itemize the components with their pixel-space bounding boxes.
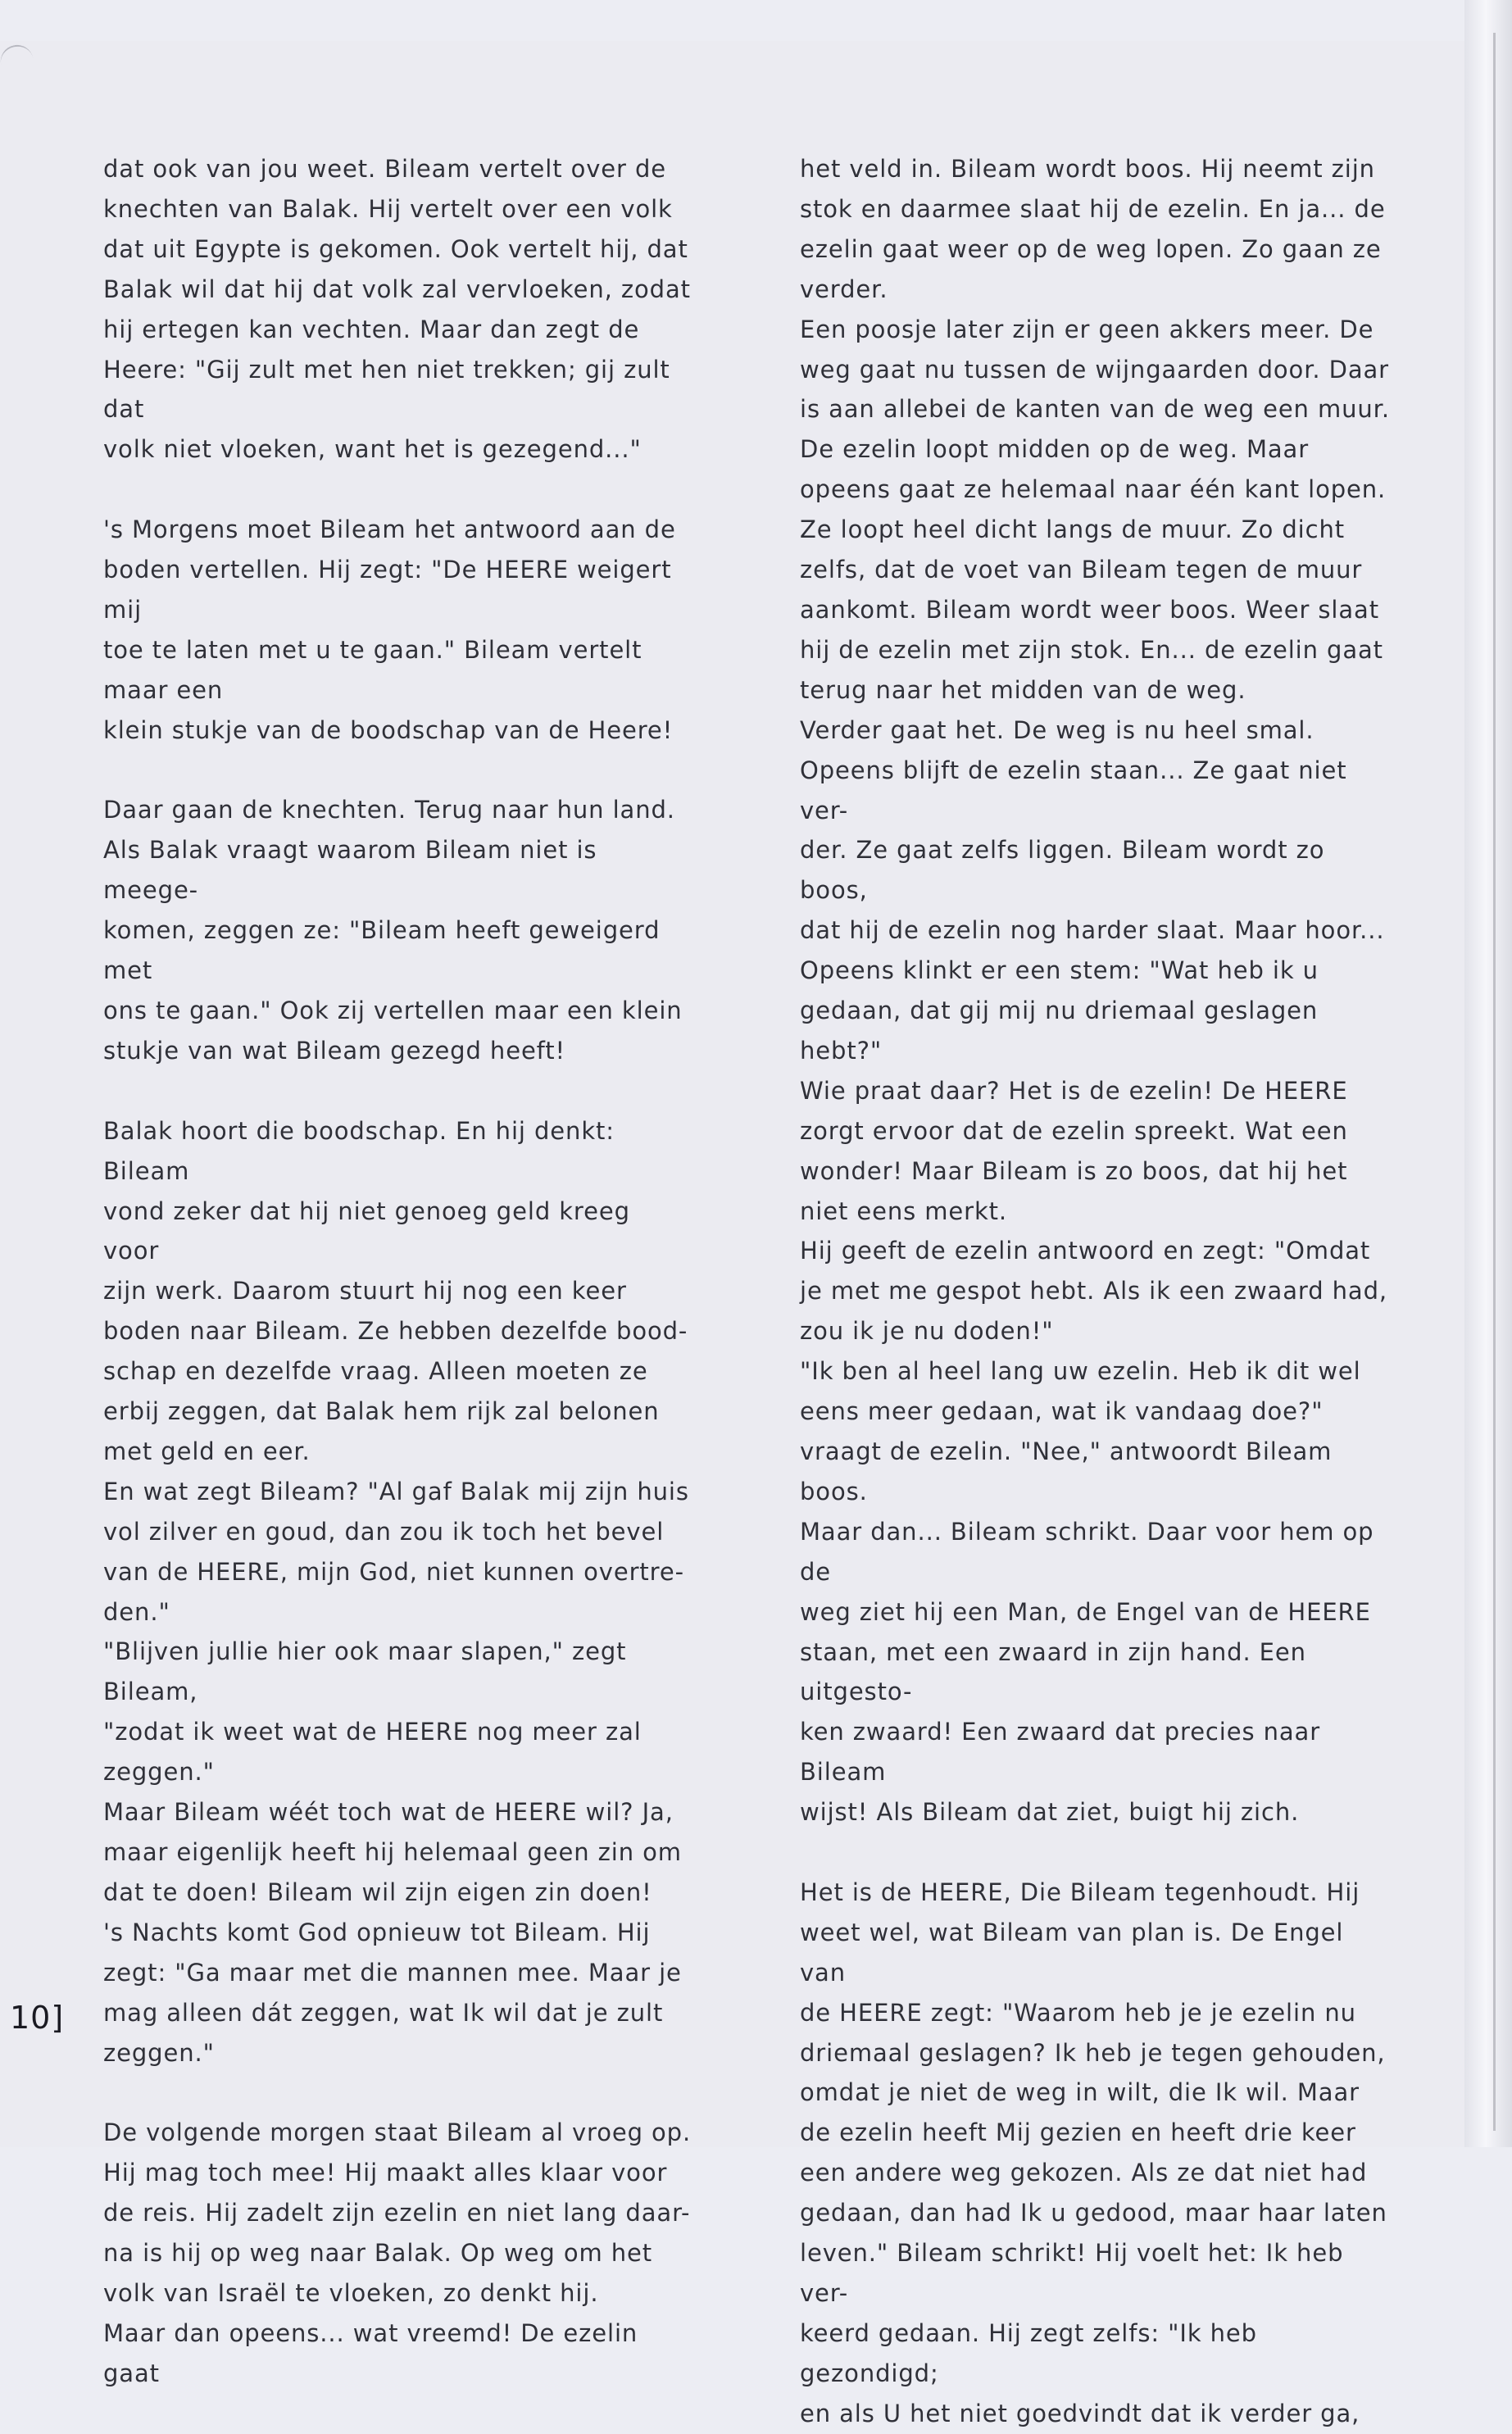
paragraph: dat ook van jou weet. Bileam vertelt over de knechten van Balak. Hij vertelt over een volk dat uit Egypte is gekomen. Ook vertelt hij, dat Balak wil dat hij dat volk zal vervloeken, zodat hij ertegen kan vechten. Maar dan zegt de Heere: "Gij zult met hen niet trekken; gij zult dat volk niet vloeken, want het is gezegend..." [103, 155, 691, 464]
paragraph: De volgende morgen staat Bileam al vroeg op. Hij mag toch mee! Hij maakt alles klaar voor de reis. Hij zadelt zijn ezelin en niet lang daar- na is hij op weg naar Balak. Op weg om het volk van Israël te vloeken, zo denkt hij. Maar dan opeens... wat vreemd! De ezelin gaat [103, 2118, 692, 2387]
paragraph-gap [103, 2073, 693, 2113]
paragraph: 's Morgens moet Bileam het antwoord aan de boden vertellen. Hij zegt: "De HEERE weigert mij toe te laten met u te gaan." Bileam vertelt maar een klein stukje van de boodschap van de Heere! [103, 515, 676, 744]
paragraph: Balak hoort die boodschap. En hij denkt: Bileam vond zeker dat hij niet genoeg geld kreeg voor zijn werk. Daarom stuurt hij nog een keer boden naar Bileam. Ze hebben dezelfde bood- schap en dezelfde vraag. Alleen moeten ze erbij zeggen, dat Balak hem rijk zal belonen met geld en eer. En wat zegt Bileam? "Al gaf Balak mij zijn huis vol zilver en goud, dan zou ik toch het bevel van de HEERE, mijn God, niet kunnen overtre- den." "Blijven jullie hier ook maar slapen," zegt Bileam, "zodat ik weet wat de HEERE nog meer zal zeggen." Maar Bileam wéét toch wat de HEERE wil? Ja, maar eigenlijk heeft hij helemaal geen zin om dat te doen! Bileam wil zijn eigen zin doen! 's Nachts komt God opnieuw tot Bileam. Hij zegt: "Ga maar met die mannen mee. Maar je mag alleen dát zeggen, wat Ik wil dat je zult zeggen." [103, 1116, 689, 2067]
right-text-column [800, 149, 1390, 2434]
binding-line [1493, 33, 1496, 2131]
paragraph-gap [103, 1071, 693, 1111]
page-binding-edge [1464, 0, 1512, 2147]
page-number: 10] [10, 2000, 65, 2036]
paragraph: Het is de HEERE, Die Bileam tegenhoudt. Hij weet wel, wat Bileam van plan is. De Engel van de HEERE zegt: "Waarom heb je je ezelin nu driemaal geslagen? Ik heb je tegen gehouden, omdat je niet de weg in wilt, die Ik wil. Maar de ezelin heeft Mij gezien en heeft drie keer een andere weg gekozen. Als ze dat niet had gedaan, dan had Ik u gedood, maar haar laten leven." Bileam schrikt! Hij voelt het: Ik heb ver- keerd gedaan. Hij zegt zelfs: "Ik heb gezondigd; en als U het niet goedvindt dat ik verder ga, [800, 1878, 1387, 2427]
left-text-column [103, 149, 693, 2394]
paragraph-gap [103, 751, 693, 791]
paragraph: het veld in. Bileam wordt boos. Hij neemt zijn stok en daarmee slaat hij de ezelin. En ja... de ezelin gaat weer op de weg lopen. Zo gaan ze verder. Een poosje later zijn er geen akkers meer. De weg gaat nu tussen de wijngaarden door. Daar is aan allebei de kanten van de weg een muur. De ezelin loopt midden op de weg. Maar opeens gaat ze helemaal naar één kant lopen. Ze loopt heel dicht langs de muur. Zo dicht zelfs, dat de voet van Bileam tegen de muur aankomt. Bileam wordt weer boos. Weer slaat hij de ezelin met zijn stok. En... de ezelin gaat terug naar het midden van de weg. Verder gaat het. De weg is nu heel smal. Opeens blijft de ezelin staan... Ze gaat niet ver- der. Ze gaat zelfs liggen. Bileam wordt zo boos, dat hij de ezelin nog harder slaat. Maar hoor... Opeens klinkt er een stem: "Wat heb ik u gedaan, dat gij mij nu driemaal geslagen hebt?" Wie praat daar? Het is de ezelin! De HEERE zorgt ervoor dat de ezelin spreekt. Wat een wonder! Maar Bileam is zo boos, dat hij het niet eens merkt. Hij geeft de ezelin antwoord en zegt: "Omdat je met me gespot hebt. Als ik een zwaard had, zou ik je nu doden!" "Ik ben al heel lang uw ezelin. Heb ik dit wel eens meer gedaan, wat ik vandaag doe?" vraagt de ezelin. "Nee," antwoordt Bileam boos. Maar dan... Bileam schrikt. Daar voor hem op de weg ziet hij een Man, de Engel van de HEERE staan, met een zwaard in zijn hand. Een uitgesto- ken zwaard! Een zwaard dat precies naar Bileam wijst! Als Bileam dat ziet, buigt hij zich. [800, 155, 1390, 1827]
paragraph: Daar gaan de knechten. Terug naar hun land. Als Balak vraagt waarom Bileam niet is meege- komen, zeggen ze: "Bileam heeft geweigerd met ons te gaan." Ook zij vertellen maar een klein stukje van wat Bileam gezegd heeft! [103, 796, 683, 1065]
paragraph-gap [103, 470, 693, 510]
paragraph-gap [800, 1832, 1390, 1873]
